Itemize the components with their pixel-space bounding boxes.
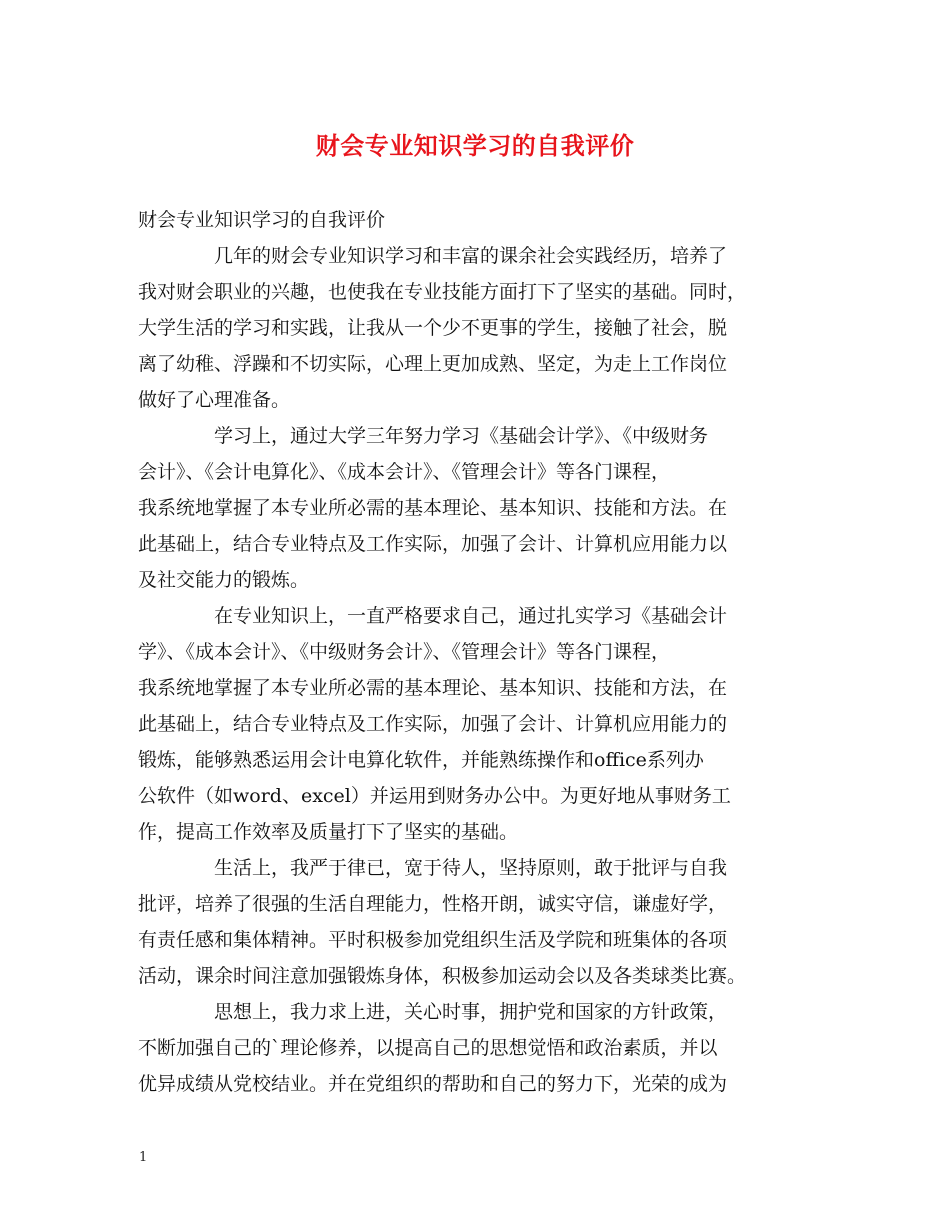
body-line: 此基础上，结合专业特点及工作实际，加强了会计、计算机应用能力的 xyxy=(138,713,728,735)
body-line: 作，提高工作效率及质量打下了坚实的基础。 xyxy=(138,821,519,843)
body-line: 锻炼，能够熟悉运用会计电算化软件，并能熟练操作和office系列办 xyxy=(138,749,704,771)
body-line: 公软件（如word、excel）并运用到财务办公中。为更好地从事财务工 xyxy=(138,785,731,807)
body-line: 优异成绩从党校结业。并在党组织的帮助和自己的努力下，光荣的成为 xyxy=(138,1073,728,1095)
body-line: 做好了心理准备。 xyxy=(138,389,291,411)
body-line: 学》、《成本会计》、《中级财务会计》、《管理会计》等各门课程， xyxy=(138,641,671,663)
body-line: 学习上，通过大学三年努力学习《基础会计学》、《中级财务 xyxy=(214,425,709,447)
body-line: 大学生活的学习和实践，让我从一个少不更事的学生，接触了社会，脱 xyxy=(138,317,728,339)
body-line: 会计》、《会计电算化》、《成本会计》、《管理会计》等各门课程， xyxy=(138,461,671,483)
body-line: 不断加强自己的`理论修养，以提高自己的思想觉悟和政治素质，并以 xyxy=(138,1037,718,1059)
body-line: 思想上，我力求上进，关心时事，拥护党和国家的方针政策， xyxy=(214,1001,728,1023)
body-line: 在专业知识上，一直严格要求自己，通过扎实学习《基础会计 xyxy=(214,605,728,627)
body-line: 我系统地掌握了本专业所必需的基本理论、基本知识、技能和方法，在 xyxy=(138,677,728,699)
body-line: 我对财会职业的兴趣，也使我在专业技能方面打下了坚实的基础。同时， xyxy=(138,281,747,303)
body-line: 及社交能力的锻炼。 xyxy=(138,569,310,591)
page-number: 1 xyxy=(139,1150,148,1165)
body-line: 有责任感和集体精神。平时积极参加党组织生活及学院和班集体的各项 xyxy=(138,929,728,951)
body-line: 我系统地掌握了本专业所必需的基本理论、基本知识、技能和方法。在 xyxy=(138,497,728,519)
body-line: 活动，课余时间注意加强锻炼身体，积极参加运动会以及各类球类比赛。 xyxy=(138,965,747,987)
body-line: 几年的财会专业知识学习和丰富的课余社会实践经历，培养了 xyxy=(214,245,728,267)
document-title: 财会专业知识学习的自我评价 xyxy=(315,131,635,160)
body-line: 离了幼稚、浮躁和不切实际，心理上更加成熟、坚定，为走上工作岗位 xyxy=(138,353,728,375)
body-line: 生活上，我严于律已，宽于待人，坚持原则，敢于批评与自我 xyxy=(214,857,728,879)
body-line: 此基础上，结合专业特点及工作实际，加强了会计、计算机应用能力以 xyxy=(138,533,728,555)
body-line-subtitle: 财会专业知识学习的自我评价 xyxy=(138,209,386,231)
body-line: 批评，培养了很强的生活自理能力，性格开朗，诚实守信，谦虚好学， xyxy=(138,893,728,915)
document-body xyxy=(138,202,828,1102)
